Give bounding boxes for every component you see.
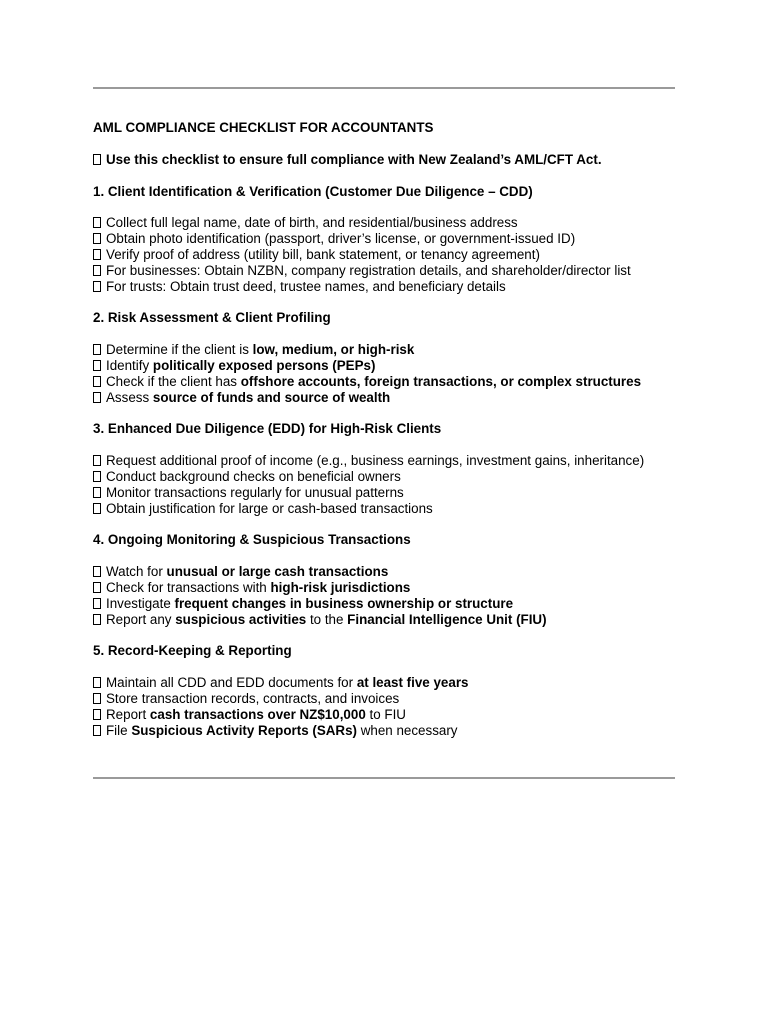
top-divider bbox=[93, 87, 675, 89]
checklist-item bbox=[93, 247, 693, 263]
item-text-bold: politically exposed persons (PEPs) bbox=[152, 357, 376, 373]
item-text: For trusts: Obtain trust deed, trustee names, and beneficiary details bbox=[106, 278, 506, 294]
item-text: Verify proof of address (utility bill, bank statement, or tenancy agreement) bbox=[106, 246, 540, 262]
checkbox-icon bbox=[93, 471, 101, 482]
checklist-item bbox=[93, 580, 693, 596]
checklist-item bbox=[93, 453, 693, 469]
checklist-section bbox=[93, 310, 693, 405]
item-text-bold: source of funds and source of wealth bbox=[152, 389, 391, 405]
checklist-item bbox=[93, 231, 693, 247]
section-heading: 4. Ongoing Monitoring & Suspicious Transactions bbox=[93, 532, 411, 548]
checklist-item bbox=[93, 707, 693, 723]
item-text: Determine if the client is bbox=[106, 342, 253, 358]
item-text: to the bbox=[306, 611, 348, 627]
checkbox-icon bbox=[93, 360, 101, 371]
intro-text: Use this checklist to ensure full compliance with New Zealand’s AML/CFT Act. bbox=[106, 151, 602, 167]
checkbox-icon bbox=[93, 217, 101, 228]
checklist-document bbox=[93, 120, 693, 754]
checkbox-icon bbox=[93, 614, 101, 625]
checkbox-icon bbox=[93, 376, 101, 387]
checkbox-icon bbox=[93, 154, 101, 165]
item-text: File bbox=[106, 722, 132, 738]
checkbox-icon bbox=[93, 725, 101, 736]
checkbox-icon bbox=[93, 598, 101, 609]
checkbox-icon bbox=[93, 487, 101, 498]
checklist-item bbox=[93, 215, 693, 231]
section-heading: 1. Client Identification & Verification (Customer Due Diligence – CDD) bbox=[93, 183, 533, 199]
checklist-item bbox=[93, 390, 693, 406]
checklist-sections bbox=[93, 184, 693, 739]
checklist-item bbox=[93, 501, 693, 517]
checklist-items bbox=[93, 453, 693, 516]
checkbox-icon bbox=[93, 582, 101, 593]
item-text: Check if the client has bbox=[106, 373, 241, 389]
checklist-section bbox=[93, 643, 693, 738]
checklist-item bbox=[93, 596, 693, 612]
checklist-item bbox=[93, 723, 693, 739]
checklist-item bbox=[93, 342, 693, 358]
item-text: Assess bbox=[106, 389, 153, 405]
document-intro bbox=[93, 152, 693, 168]
checklist-item bbox=[93, 263, 693, 279]
section-heading: 2. Risk Assessment & Client Profiling bbox=[93, 310, 331, 326]
item-text-bold: low, medium, or high-risk bbox=[252, 342, 415, 358]
item-text: Request additional proof of income (e.g., business earnings, investment gains, inheritance) bbox=[106, 453, 645, 469]
item-text: Monitor transactions regularly for unusual patterns bbox=[106, 484, 404, 500]
checkbox-icon bbox=[93, 392, 101, 403]
checkbox-icon bbox=[93, 677, 101, 688]
item-text: Investigate bbox=[106, 595, 175, 611]
checklist-section bbox=[93, 184, 693, 295]
item-text: Store transaction records, contracts, and invoices bbox=[106, 690, 400, 706]
checklist-section bbox=[93, 532, 693, 627]
section-heading: 3. Enhanced Due Diligence (EDD) for High-Risk Clients bbox=[93, 421, 442, 437]
checkbox-icon bbox=[93, 281, 101, 292]
item-text-bold: Suspicious Activity Reports (SARs) bbox=[131, 722, 358, 738]
item-text: Conduct background checks on beneficial owners bbox=[106, 468, 401, 484]
checklist-items bbox=[93, 342, 693, 405]
checkbox-icon bbox=[93, 693, 101, 704]
item-text: Report any bbox=[106, 611, 176, 627]
checklist-item bbox=[93, 485, 693, 501]
item-text-bold: high-risk jurisdictions bbox=[270, 579, 411, 595]
checklist-items bbox=[93, 564, 693, 627]
item-text-bold: Financial Intelligence Unit (FIU) bbox=[347, 611, 547, 627]
item-text-bold: frequent changes in business ownership or structure bbox=[174, 595, 514, 611]
item-text: For businesses: Obtain NZBN, company registration details, and shareholder/director list bbox=[106, 262, 631, 278]
item-text: Identify bbox=[106, 357, 153, 373]
checklist-item bbox=[93, 564, 693, 580]
item-text: Check for transactions with bbox=[106, 579, 271, 595]
checkbox-icon bbox=[93, 233, 101, 244]
item-text: Report bbox=[106, 706, 150, 722]
item-text: Collect full legal name, date of birth, and residential/business address bbox=[106, 215, 518, 231]
checkbox-icon bbox=[93, 265, 101, 276]
item-text: Obtain justification for large or cash-based transactions bbox=[106, 500, 433, 516]
checkbox-icon bbox=[93, 249, 101, 260]
item-text: when necessary bbox=[357, 722, 458, 738]
checkbox-icon bbox=[93, 709, 101, 720]
checklist-item bbox=[93, 469, 693, 485]
checkbox-icon bbox=[93, 566, 101, 577]
checklist-item bbox=[93, 675, 693, 691]
item-text-bold: at least five years bbox=[356, 675, 469, 691]
item-text: to FIU bbox=[365, 706, 406, 722]
item-text-bold: offshore accounts, foreign transactions, or complex structures bbox=[240, 373, 642, 389]
checklist-item bbox=[93, 279, 693, 295]
bottom-divider bbox=[93, 777, 675, 779]
checklist-item bbox=[93, 358, 693, 374]
checkbox-icon bbox=[93, 344, 101, 355]
checklist-section bbox=[93, 421, 693, 516]
item-text-bold: suspicious activities bbox=[175, 611, 307, 627]
checklist-items bbox=[93, 215, 693, 294]
item-text: Maintain all CDD and EDD documents for bbox=[106, 675, 357, 691]
item-text-bold: unusual or large cash transactions bbox=[166, 564, 389, 580]
section-heading: 5. Record-Keeping & Reporting bbox=[93, 643, 292, 659]
document-title: AML COMPLIANCE CHECKLIST FOR ACCOUNTANTS bbox=[93, 120, 434, 135]
item-text-bold: cash transactions over NZ$10,000 bbox=[149, 706, 366, 722]
checklist-items bbox=[93, 675, 693, 738]
checklist-item bbox=[93, 691, 693, 707]
item-text: Obtain photo identification (passport, driver’s license, or government-issued ID) bbox=[106, 231, 576, 247]
checklist-item bbox=[93, 374, 693, 390]
checkbox-icon bbox=[93, 503, 101, 514]
checkbox-icon bbox=[93, 455, 101, 466]
item-text: Watch for bbox=[106, 564, 167, 580]
checklist-item bbox=[93, 612, 693, 628]
